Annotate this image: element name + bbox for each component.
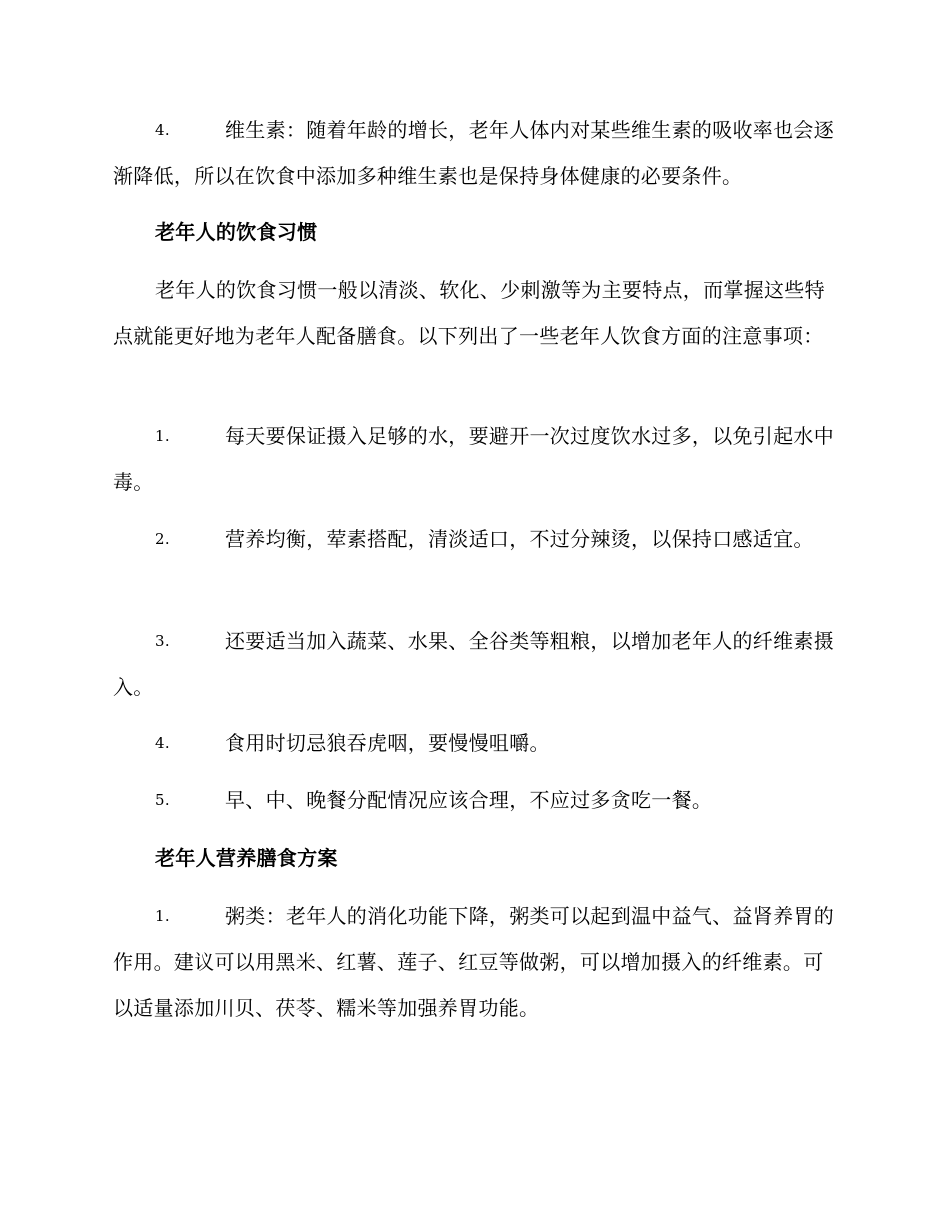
paragraph-habits-intro: 老年人的饮食习惯一般以清淡、软化、少刺激等为主要特点，而掌握这些特点就能更好地为老年人配备膳食。以下列出了一些老年人饮食方面的注意事项： (113, 278, 825, 348)
list-item-habit-4 (113, 720, 837, 766)
list-item-text: 还要适当加入蔬菜、水果、全谷类等粗粮，以增加老年人的纤维素摄入。 (113, 629, 834, 699)
list-item-text: 每天要保证摄入足够的水，要避开一次过度饮水过多，以免引起水中毒。 (113, 424, 834, 494)
list-item-text: 粥类：老年人的消化功能下降，粥类可以起到温中益气、益肾养胃的作用。建议可以用黑米、红薯、莲子、红豆等做粥，可以增加摄入的纤维素。可以适量添加川贝、茯苓、糯米等加强养胃功能。 (113, 904, 834, 1020)
list-item-habit-5 (113, 777, 837, 823)
list-item-number: 1. (155, 907, 170, 925)
list-item-text: 维生素：随着年龄的增长，老年人体内对某些维生素的吸收率也会逐渐降低，所以在饮食中添加多种维生素也是保持身体健康的必要条件。 (113, 118, 834, 188)
section-heading-eating-habits: 老年人的饮食习惯 (155, 220, 318, 244)
list-item-text: 营养均衡，荤素搭配，清淡适口，不过分辣烫，以保持口感适宜。 (225, 527, 814, 551)
list-item-number: 4. (155, 734, 170, 752)
list-item-text: 早、中、晚餐分配情况应该合理，不应过多贪吃一餐。 (225, 788, 713, 812)
list-item-number: 3. (155, 632, 170, 650)
list-item-number: 1. (155, 427, 170, 445)
list-item-text: 食用时切忌狼吞虎咽，要慢慢咀嚼。 (225, 731, 550, 755)
list-item-number: 2. (155, 530, 170, 548)
list-item-habit-1 (113, 413, 837, 505)
list-item-plan-1 (113, 893, 837, 1031)
list-item-number: 4. (155, 121, 170, 139)
list-item-habit-2 (113, 516, 837, 562)
list-item-vitamin (113, 107, 837, 199)
section-heading-nutrition-plan: 老年人营养膳食方案 (155, 846, 338, 870)
list-item-number: 5. (155, 791, 170, 809)
list-item-habit-3 (113, 618, 837, 710)
